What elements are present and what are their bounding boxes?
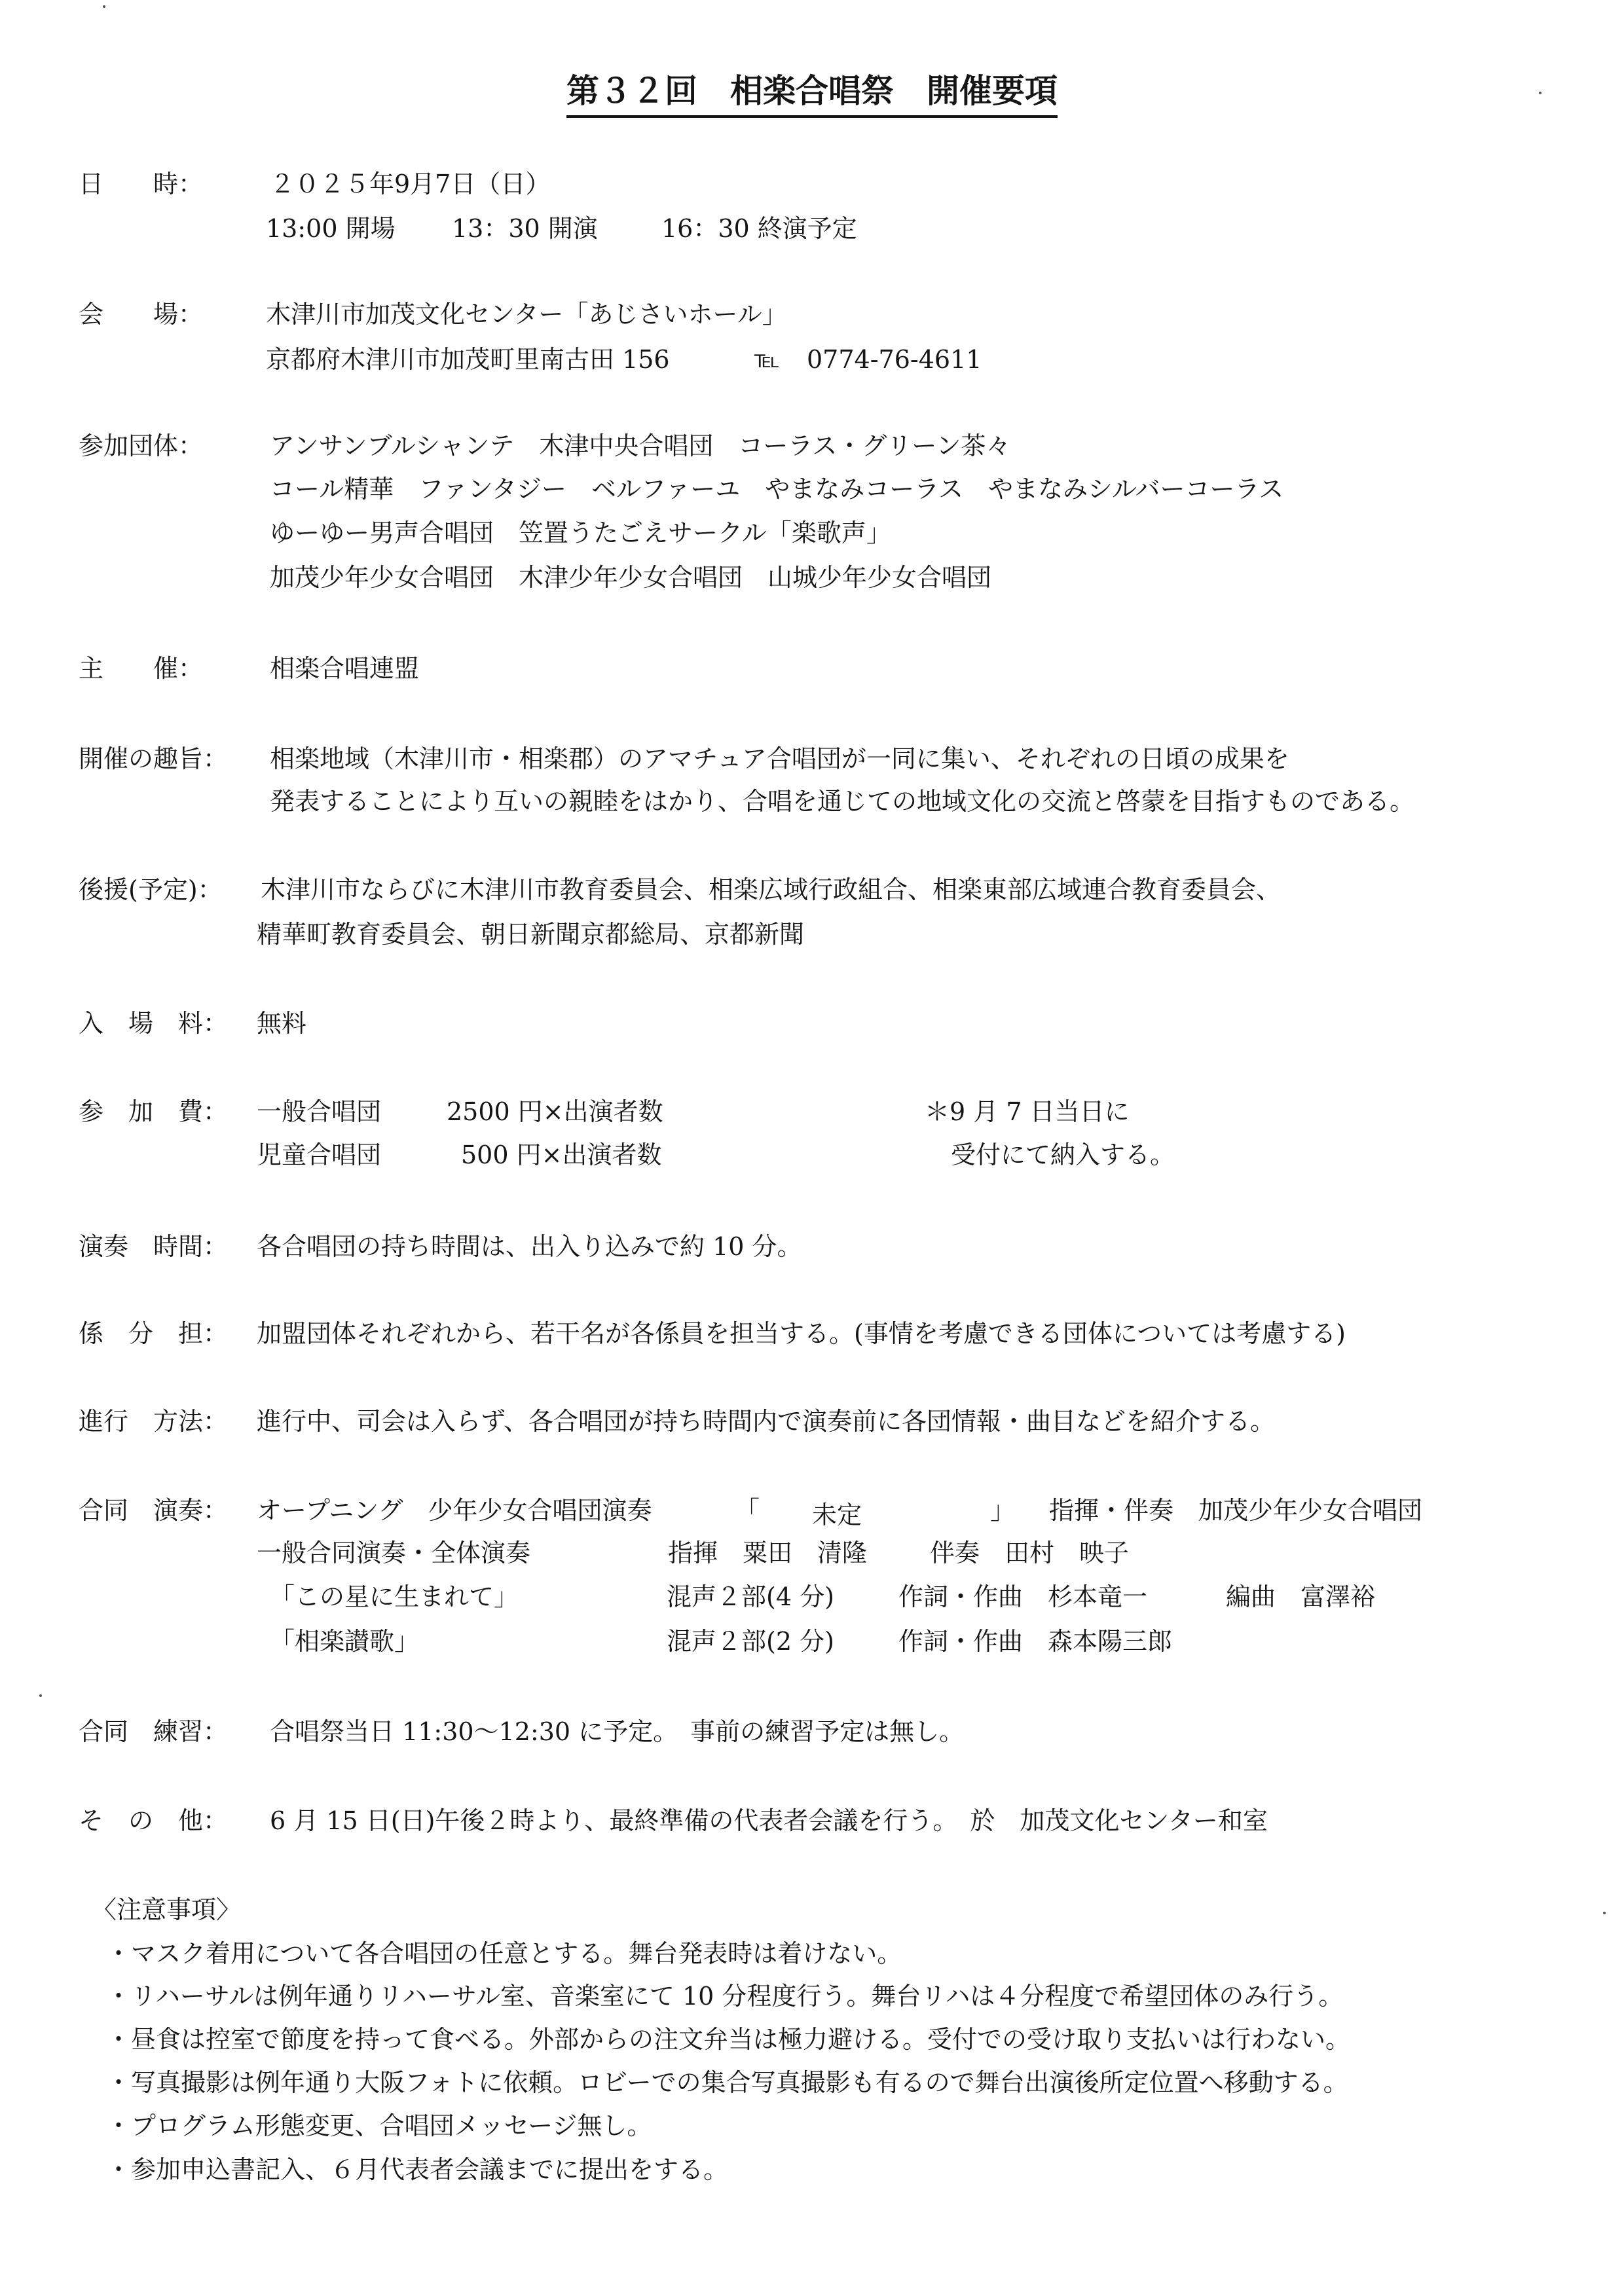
scan-speck <box>1603 1912 1606 1914</box>
joint-practice-label: 合同 練習： <box>79 1717 229 1746</box>
conductor: 指揮 粟田 清隆 <box>668 1539 868 1567</box>
scan-speck <box>103 5 105 8</box>
note-item: ・昼食は控室で節度を持って食べる。外部からの注文弁当は極力避ける。受付での受け取り支払いは行わない。 <box>106 2025 1351 2054</box>
support-line: 精華町教育委員会、朝日新聞京都総局、京都新聞 <box>257 920 805 949</box>
opening-song: 未定 <box>812 1501 862 1529</box>
end-time: 16：30 終演予定 <box>661 214 857 243</box>
organizer-name: 相楽合唱連盟 <box>270 654 420 683</box>
purpose-label: 開催の趣旨： <box>79 744 229 773</box>
group-line: ゆーゆー男声合唱団 笠置うたごえサークル「楽歌声」 <box>270 519 891 547</box>
event-date: ２０２５年9月7日（日） <box>270 170 551 198</box>
note-item: ・写真撮影は例年通り大阪フォトに依頼。ロビーでの集合写真撮影も有るので舞台出演後所定位置へ移動する。 <box>106 2068 1348 2097</box>
general-performance: 一般合同演奏・全体演奏 <box>257 1539 531 1567</box>
song-voicing: 混声２部(2 分) <box>667 1627 834 1656</box>
song-credit: 作詞・作曲 杉本竜一 <box>898 1582 1148 1611</box>
other-value: 6 月 15 日(日)午後２時より、最終準備の代表者会議を行う。 於 加茂文化センター和室 <box>270 1806 1268 1835</box>
scan-speck <box>39 1694 42 1697</box>
opening-credit: 指揮・伴奏 加茂少年少女合唱団 <box>1049 1496 1423 1525</box>
note-item: ・参加申込書記入、６月代表者会議までに提出をする。 <box>106 2155 729 2184</box>
purpose-line: 発表することにより互いの親睦をはかり、合唱を通じての地域文化の交流と啓蒙を目指すものである。 <box>270 787 1415 816</box>
groups-label: 参加団体： <box>79 431 204 460</box>
fee-general-amount: 2500 円×出演者数 <box>447 1097 663 1126</box>
staff-label: 係 分 担： <box>79 1319 229 1348</box>
song-credit: 作詞・作曲 森本陽三郎 <box>898 1627 1173 1656</box>
venue-address: 京都府木津川市加茂町里南古田 156 <box>266 345 670 374</box>
song-title: 「この星に生まれて」 <box>270 1582 519 1611</box>
support-line: 木津川市ならびに木津川市教育委員会、相楽広域行政組合、相楽東部広域連合教育委員会、 <box>261 875 1282 904</box>
organizer-label: 主 催： <box>79 654 204 683</box>
notes-heading: 〈注意事項〉 <box>92 1895 242 1924</box>
note-item: ・プログラム形態変更、合唱団メッセージ無し。 <box>106 2111 652 2140</box>
start-time: 13：30 開演 <box>452 214 598 243</box>
fee-label: 参 加 費： <box>79 1097 229 1126</box>
staff-value: 加盟団体それぞれから、若干名が各係員を担当する。(事情を考慮できる団体については考慮する) <box>257 1319 1346 1348</box>
group-line: アンサンブルシャンテ 木津中央合唱団 コーラス・グリーン茶々 <box>270 431 1011 460</box>
progress-label: 進行 方法： <box>79 1407 229 1436</box>
group-line: 加茂少年少女合唱団 木津少年少女合唱団 山城少年少女合唱団 <box>270 563 992 592</box>
song-arranger: 編曲 富澤裕 <box>1226 1582 1376 1611</box>
song-title: 「相楽讃歌」 <box>270 1627 420 1656</box>
joint-performance-label: 合同 演奏： <box>79 1496 229 1525</box>
performance-time-label: 演奏 時間： <box>79 1232 229 1261</box>
other-label: そ の 他： <box>79 1806 229 1835</box>
document-title: 第３２回 相楽合唱祭 開催要項 <box>0 75 1624 107</box>
opening-performance: オープニング 少年少女合唱団演奏 <box>257 1496 652 1525</box>
performance-time-value: 各合唱団の持ち時間は、出入り込みで約 10 分。 <box>257 1232 802 1261</box>
admission-label: 入 場 料： <box>79 1009 229 1038</box>
datetime-label: 日 時： <box>79 170 204 198</box>
fee-child-name: 児童合唱団 <box>257 1140 382 1169</box>
doors-open-time: 13:00 開場 <box>266 214 396 243</box>
venue-name: 木津川市加茂文化センター「あじさいホール」 <box>266 300 787 329</box>
fee-note: 受付にて納入する。 <box>951 1140 1175 1169</box>
opening-bracket-close: 」 <box>990 1496 1016 1525</box>
venue-label: 会 場： <box>79 300 204 329</box>
group-line: コール精華 ファンタジー ベルファーユ やまなみコーラス やまなみシルバーコーラス <box>270 475 1284 503</box>
note-item: ・マスク着用について各合唱団の任意とする。舞台発表時は着けない。 <box>106 1939 902 1968</box>
joint-practice-value: 合唱祭当日 11:30～12:30 に予定。 事前の練習予定は無し。 <box>270 1717 965 1746</box>
fee-note: ＊9 月 7 日当日に <box>925 1097 1130 1126</box>
fee-general-name: 一般合唱団 <box>257 1097 382 1126</box>
progress-value: 進行中、司会は入らず、各合唱団が持ち時間内で演奏前に各団情報・曲目などを紹介する。 <box>257 1407 1275 1436</box>
purpose-line: 相楽地域（木津川市・相楽郡）のアマチュア合唱団が一同に集い、それぞれの日頃の成果を <box>270 744 1289 773</box>
admission-value: 無料 <box>257 1009 307 1038</box>
venue-tel: 0774-76-4611 <box>807 345 982 374</box>
note-item: ・リハーサルは例年通りリハーサル室、音楽室にて 10 分程度行う。舞台リハは４分程度で希望団体のみ行う。 <box>106 1982 1344 2011</box>
support-label: 後援(予定)： <box>79 875 223 904</box>
opening-bracket-open: 「 <box>735 1496 760 1525</box>
tel-label: ℡ <box>754 346 780 373</box>
song-voicing: 混声２部(4 分) <box>667 1582 834 1611</box>
fee-child-amount: 500 円×出演者数 <box>461 1140 662 1169</box>
accompanist: 伴奏 田村 映子 <box>930 1539 1130 1567</box>
